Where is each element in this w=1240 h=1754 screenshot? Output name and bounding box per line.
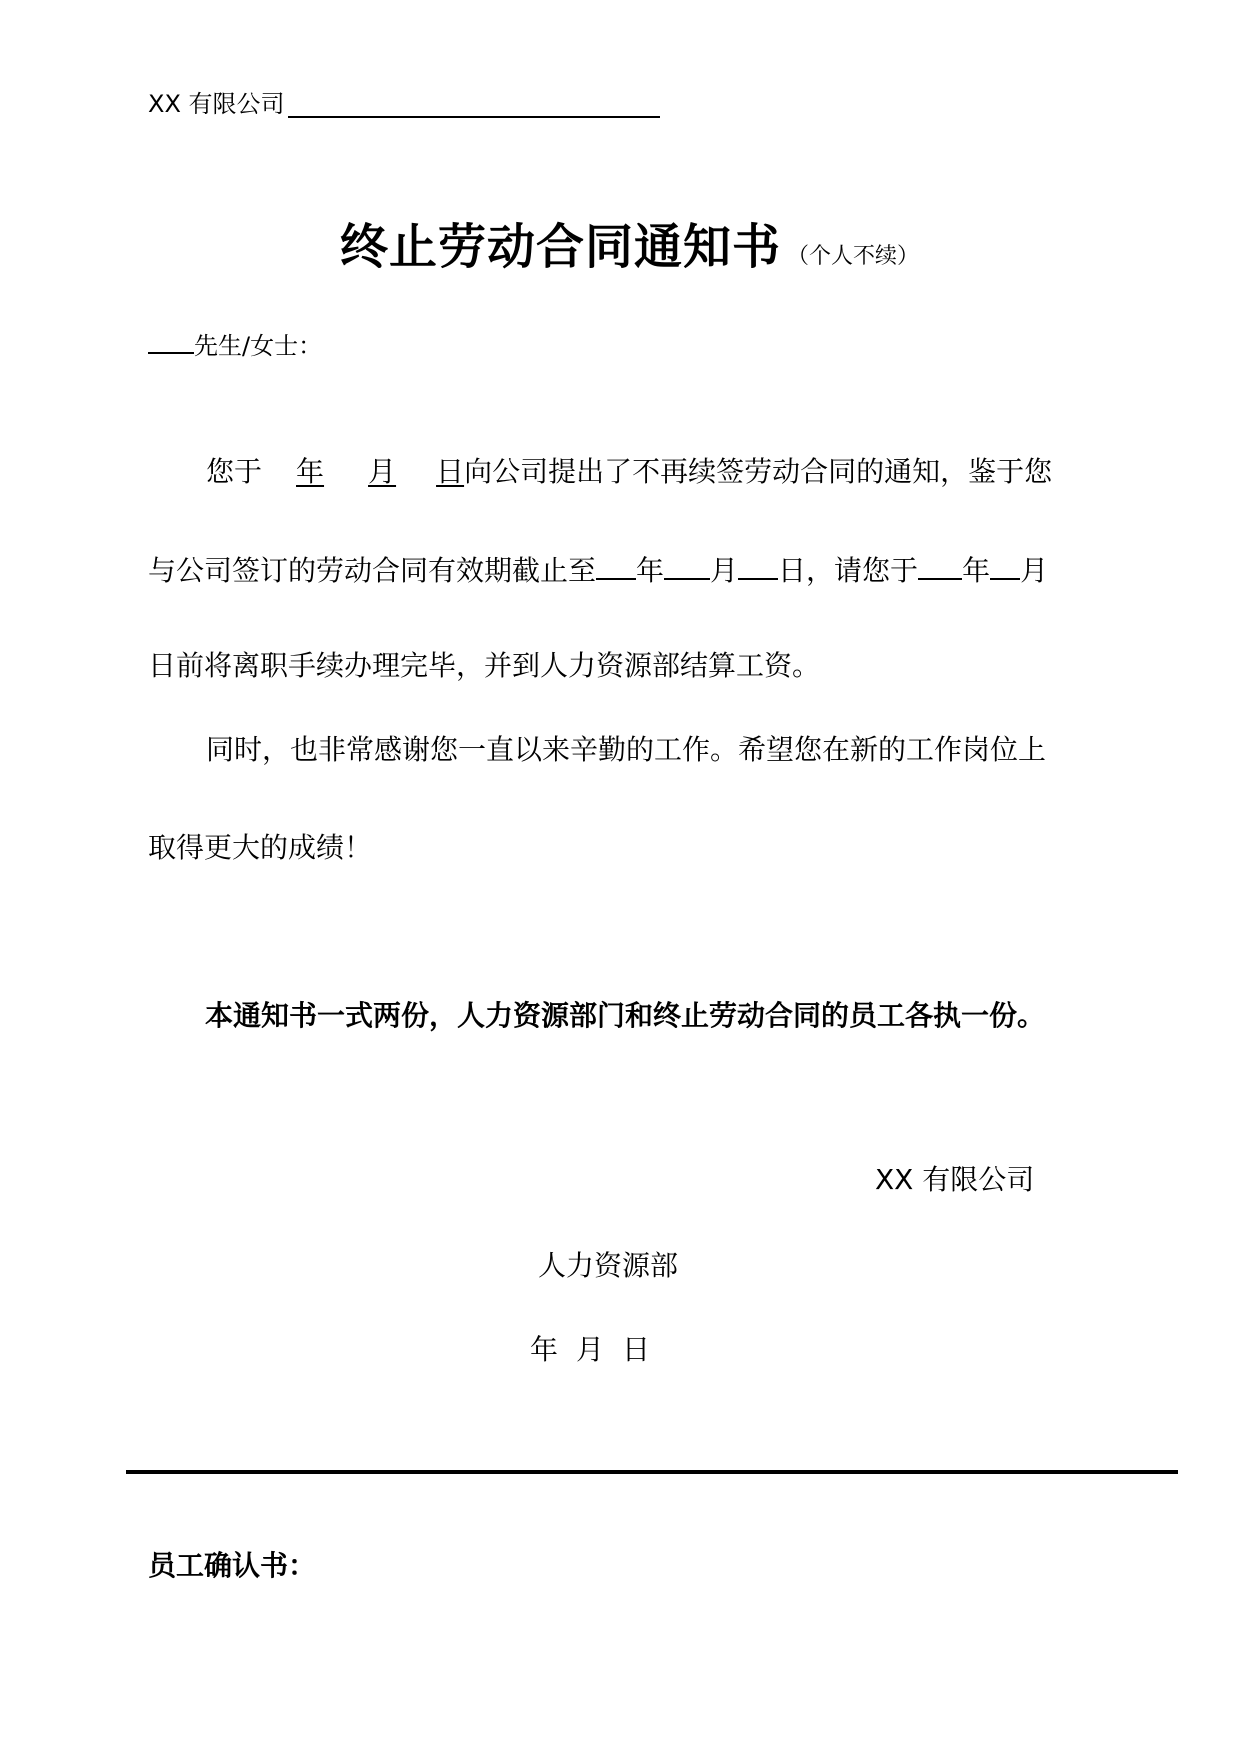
request-date-field: [262, 455, 464, 488]
deadline-year-label: 年: [962, 554, 991, 587]
request-year-label: 年: [296, 455, 325, 488]
section-separator: [126, 1470, 1178, 1474]
request-day-label: 日: [436, 455, 465, 488]
expiry-month-label: 月: [710, 554, 739, 587]
signature-date-month: 月: [576, 1333, 605, 1366]
paragraph-1-line-1: [206, 454, 1052, 490]
notice-copies-statement: 本通知书一式两份，人力资源部门和终止劳动合同的员工各执一份。: [205, 999, 1046, 1032]
p1-suffix: 向公司提出了不再续签劳动合同的通知，鉴于您: [464, 455, 1053, 488]
expiry-year-label: 年: [636, 554, 665, 587]
document-title-note: （个人不续）: [787, 244, 920, 269]
document-title-main: 终止劳动合同通知书: [340, 219, 782, 275]
p1-line2-prefix: 与公司签订的劳动合同有效期截止至: [148, 554, 597, 587]
document-title: [340, 218, 919, 286]
company-header-underline: [288, 116, 660, 118]
company-header: XX 有限公司: [148, 90, 285, 118]
paragraph-1-line-2: [148, 553, 1048, 589]
signature-date-day: 日: [622, 1333, 651, 1366]
deadline-month-label: 月: [1020, 554, 1049, 587]
expiry-day-label: 日，请您于: [778, 554, 919, 587]
name-blank: [148, 330, 194, 354]
request-month-label: 月: [368, 455, 397, 488]
paragraph-2-line-2: 取得更大的成绩！: [148, 831, 373, 864]
employee-confirmation-title: 员工确认书：: [148, 1549, 317, 1582]
signature-department: 人力资源部: [538, 1249, 679, 1282]
salutation: [148, 330, 322, 361]
expiry-day-blank: [738, 556, 778, 580]
paragraph-2-line-1: 同时，也非常感谢您一直以来辛勤的工作。希望您在新的工作岗位上: [206, 733, 1047, 766]
expiry-month-blank: [664, 556, 710, 580]
deadline-month-blank: [990, 556, 1020, 580]
paragraph-1-line-3: 日前将离职手续办理完毕，并到人力资源部结算工资。: [148, 649, 821, 682]
signature-date-year: 年: [530, 1333, 559, 1366]
signature-date: [530, 1332, 668, 1368]
expiry-year-blank: [596, 556, 636, 580]
p1-prefix: 您于: [206, 455, 263, 488]
salutation-text: 先生/女士：: [194, 332, 323, 360]
deadline-year-blank: [918, 556, 962, 580]
signature-company: XX 有限公司: [875, 1163, 1035, 1196]
